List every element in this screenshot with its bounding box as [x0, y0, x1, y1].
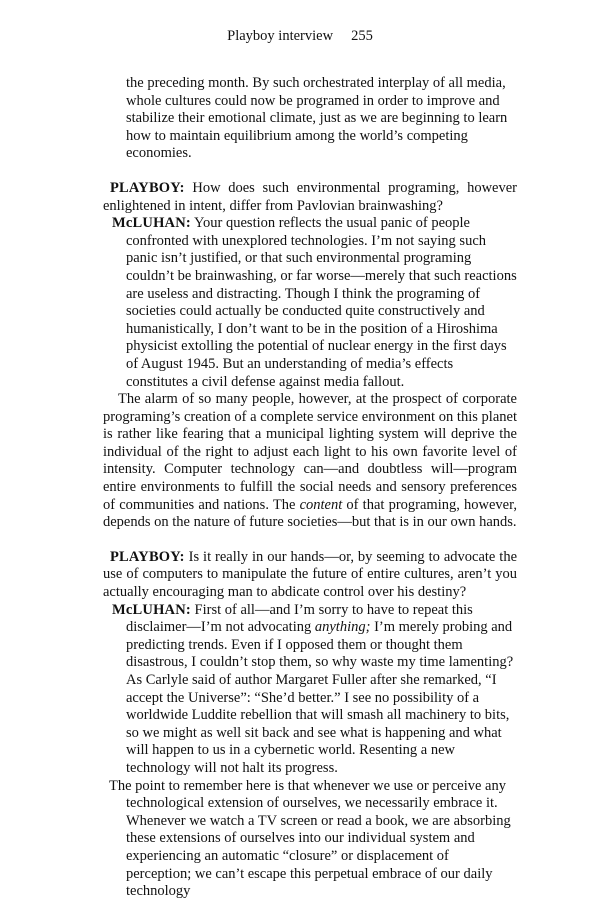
question-text: How does such environmental programing, however enlightened in intent, differ from Pavlovian brainwashing? [103, 179, 517, 214]
speaker-label: PLAYBOY: [110, 548, 185, 565]
running-header [0, 27, 600, 45]
speaker-label: McLUHAN: [112, 215, 191, 232]
page-body [103, 75, 517, 901]
answer-mcluhan-2: McLUHAN: First of all—and I’m sorry to have to repeat this disclaimer—I’m not advocating anything; I’m merely probing and predicting trends. Even if I opposed them or thought them disastrous, I couldn’t stop them, so why waste my time lamenting? As Carlyle said of author Margaret Fuller after she remarked, “I accept the Universe”: “She’d better.” I see no possibility of a worldwide Luddite rebellion that will smash all machinery to bits, so we might as well sit back and see what is happening and what will happen to us in a cybernetic world. Resenting a new technology will not halt its progress. [112, 601, 514, 776]
question-playboy-1 [103, 180, 517, 215]
emphasis: anything; [314, 619, 371, 636]
body-paragraph: The alarm of so many people, however, at the prospect of corporate programing’s creation of a complete service environment on this planet is rather like fearing that a municipal lighting system will deprive the individual of the right to adjust each light to his own favorite level of intensity. Computer technology can—and doubtless will—program entire environments to fulfill the social needs and sensory preferences of communities and nations. The content of that programing, however, depends on the nature of future societies—but that is in our own hands. [103, 391, 517, 531]
speaker-label: McLUHAN: [112, 601, 191, 618]
hanging-paragraph: The point to remember here is that whenever we use or perceive any technological extension of ourselves, we necessarily embrace it. Whenever we watch a TV screen or read a book, we are absorbing these extensions of ourselves into our individual system and experiencing an automatic “closure” or displacement of perception; we can’t escape this perpetual embrace of our daily technology [109, 777, 511, 900]
answer-mcluhan-1 [103, 215, 517, 391]
emphasis: content [299, 496, 343, 513]
answer-text: Your question reflects the usual panic of people confronted with unexplored technologies. I’m not saying such panic isn’t justified, or that such environmental programing couldn’t be brainwashing, or far worse—merely that such reactions are useless and distracting. Though I think the programing of societies could actually be conducted quite constructively and humanistically, I don’t want to be in the position of a Hiroshima physicist extolling the potential of nuclear energy in the first days of August 1945. But an understanding of media’s effects constitutes a civil defense against media fallout. [126, 215, 517, 390]
running-title: Playboy interview [227, 28, 334, 44]
question-playboy-2 [103, 549, 517, 602]
speaker-label: PLAYBOY: [110, 179, 185, 196]
page-number: 255 [351, 28, 373, 44]
continuation-paragraph: the preceding month. By such orchestrated interplay of all media, whole cultures could now be programed in order to improve and stabilize their emotional climate, just as we are beginning to learn how to maintain equilibrium among the world’s competing economies. [126, 75, 508, 162]
question-text: Is it really in our hands—or, by seeming to advocate the use of computers to manipulate the future of entire cultures, aren’t you actually encouraging man to abdicate control over his destiny? [103, 548, 518, 601]
